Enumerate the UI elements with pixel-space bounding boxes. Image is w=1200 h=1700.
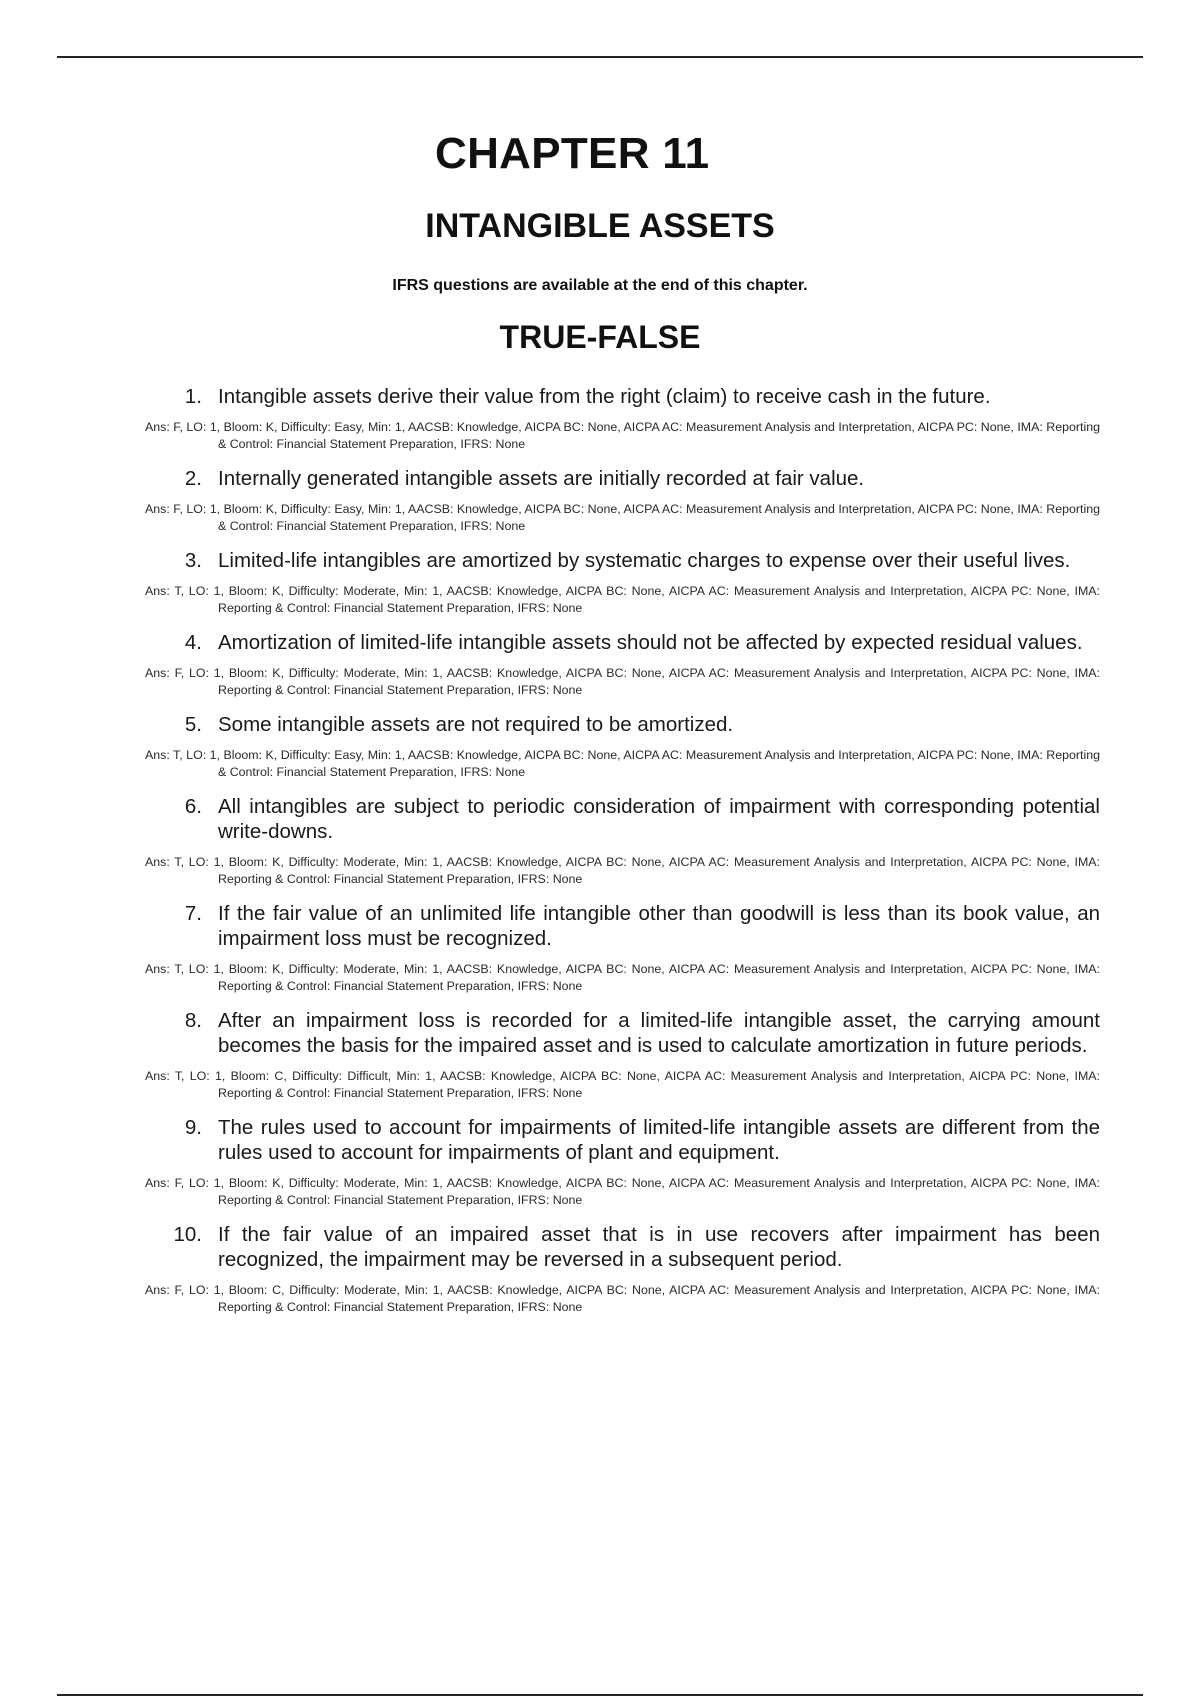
answer-metadata: Ans: T, LO: 1, Bloom: K, Difficulty: Moderate, Min: 1, AACSB: Knowledge, AICPA BC: None, AICPA AC: Measurement Analysis and Interpretation, AICPA PC: None, IMA: Reporting & Control: Financial Statement Preparation, IFRS: None [145, 584, 1100, 615]
question-statement [173, 1222, 1100, 1272]
question-text: Limited-life intangibles are amortized by systematic charges to expense over their useful lives. [218, 549, 1071, 572]
question-statement [184, 901, 1100, 951]
question-text: After an impairment loss is recorded for a limited-life intangible asset, the carrying amount becomes the basis for the impaired asset and is used to calculate amortization in future periods. [218, 1009, 1100, 1057]
question-statement [184, 794, 1100, 844]
question-number: 7. [184, 902, 202, 925]
top-rule [57, 56, 1143, 58]
question-item [0, 794, 1200, 887]
answer-metadata: Ans: T, LO: 1, Bloom: K, Difficulty: Easy, Min: 1, AACSB: Knowledge, AICPA BC: None, AICPA AC: Measurement Analysis and Interpretation, AICPA PC: None, IMA: Reporting & Control: Financial Statement Preparation, IFRS: None [145, 748, 1100, 779]
question-text: If the fair value of an unlimited life intangible other than goodwill is less than its book value, an impairment loss must be recognized. [218, 902, 1100, 950]
question-item [0, 1222, 1200, 1315]
question-statement [184, 630, 1100, 655]
section-title: TRUE-FALSE [499, 319, 701, 355]
answer-metadata: Ans: F, LO: 1, Bloom: K, Difficulty: Easy, Min: 1, AACSB: Knowledge, AICPA BC: None, AICPA AC: Measurement Analysis and Interpretation, AICPA PC: None, IMA: Reporting & Control: Financial Statement Preparation, IFRS: None [145, 420, 1100, 451]
question-item [0, 630, 1200, 698]
question-number: 10. [173, 1223, 202, 1246]
question-item [0, 1115, 1200, 1208]
question-item [0, 1008, 1200, 1101]
question-text: If the fair value of an impaired asset that is in use recovers after impairment has been recognized, the impairment may be reversed in a subsequent period. [218, 1223, 1100, 1271]
chapter-subtitle: INTANGIBLE ASSETS [425, 207, 775, 245]
question-item [0, 384, 1200, 452]
answer-metadata: Ans: F, LO: 1, Bloom: C, Difficulty: Moderate, Min: 1, AACSB: Knowledge, AICPA BC: None, AICPA AC: Measurement Analysis and Interpretation, AICPA PC: None, IMA: Reporting & Control: Financial Statement Preparation, IFRS: None [145, 1283, 1100, 1314]
ifrs-note: IFRS questions are available at the end of this chapter. [392, 277, 808, 294]
answer-metadata: Ans: T, LO: 1, Bloom: K, Difficulty: Moderate, Min: 1, AACSB: Knowledge, AICPA BC: None, AICPA AC: Measurement Analysis and Interpretation, AICPA PC: None, IMA: Reporting & Control: Financial Statement Preparation, IFRS: None [145, 855, 1100, 886]
question-text: All intangibles are subject to periodic consideration of impairment with corresponding potential write-downs. [218, 795, 1100, 843]
question-text: Some intangible assets are not required to be amortized. [218, 713, 734, 736]
question-statement [184, 1115, 1100, 1165]
question-text: Amortization of limited-life intangible assets should not be affected by expected residual values. [218, 631, 1083, 654]
question-statement [184, 548, 1100, 573]
question-item [0, 548, 1200, 616]
answer-metadata: Ans: F, LO: 1, Bloom: K, Difficulty: Easy, Min: 1, AACSB: Knowledge, AICPA BC: None, AICPA AC: Measurement Analysis and Interpretation, AICPA PC: None, IMA: Reporting & Control: Financial Statement Preparation, IFRS: None [145, 502, 1100, 533]
question-text: Internally generated intangible assets are initially recorded at fair value. [218, 467, 865, 490]
question-statement [184, 1008, 1100, 1058]
answer-metadata: Ans: T, LO: 1, Bloom: K, Difficulty: Moderate, Min: 1, AACSB: Knowledge, AICPA BC: None, AICPA AC: Measurement Analysis and Interpretation, AICPA PC: None, IMA: Reporting & Control: Financial Statement Preparation, IFRS: None [145, 962, 1100, 993]
question-number: 9. [184, 1116, 202, 1139]
question-item [0, 712, 1200, 780]
answer-metadata: Ans: F, LO: 1, Bloom: K, Difficulty: Moderate, Min: 1, AACSB: Knowledge, AICPA BC: None, AICPA AC: Measurement Analysis and Interpretation, AICPA PC: None, IMA: Reporting & Control: Financial Statement Preparation, IFRS: None [145, 666, 1100, 697]
question-text: Intangible assets derive their value from the right (claim) to receive cash in the future. [218, 385, 991, 408]
question-statement [184, 712, 1100, 737]
question-text: The rules used to account for impairments of limited-life intangible assets are different from the rules used to account for impairments of plant and equipment. [218, 1116, 1100, 1164]
question-statement [184, 466, 1100, 491]
chapter-title: CHAPTER 11 [435, 129, 710, 178]
question-item [0, 901, 1200, 994]
question-item [0, 466, 1200, 534]
question-number: 4. [184, 631, 202, 654]
question-number: 8. [184, 1009, 202, 1032]
question-number: 6. [184, 795, 202, 818]
answer-metadata: Ans: F, LO: 1, Bloom: K, Difficulty: Moderate, Min: 1, AACSB: Knowledge, AICPA BC: None, AICPA AC: Measurement Analysis and Interpretation, AICPA PC: None, IMA: Reporting & Control: Financial Statement Preparation, IFRS: None [145, 1176, 1100, 1207]
bottom-rule [57, 1694, 1143, 1696]
question-number: 1. [184, 385, 202, 408]
question-number: 5. [184, 713, 202, 736]
question-list [0, 384, 1200, 1329]
question-statement [184, 384, 1100, 409]
question-number: 3. [184, 549, 202, 572]
answer-metadata: Ans: T, LO: 1, Bloom: C, Difficulty: Difficult, Min: 1, AACSB: Knowledge, AICPA BC: None, AICPA AC: Measurement Analysis and Interpretation, AICPA PC: None, IMA: Reporting & Control: Financial Statement Preparation, IFRS: None [145, 1069, 1100, 1100]
question-number: 2. [184, 467, 202, 490]
